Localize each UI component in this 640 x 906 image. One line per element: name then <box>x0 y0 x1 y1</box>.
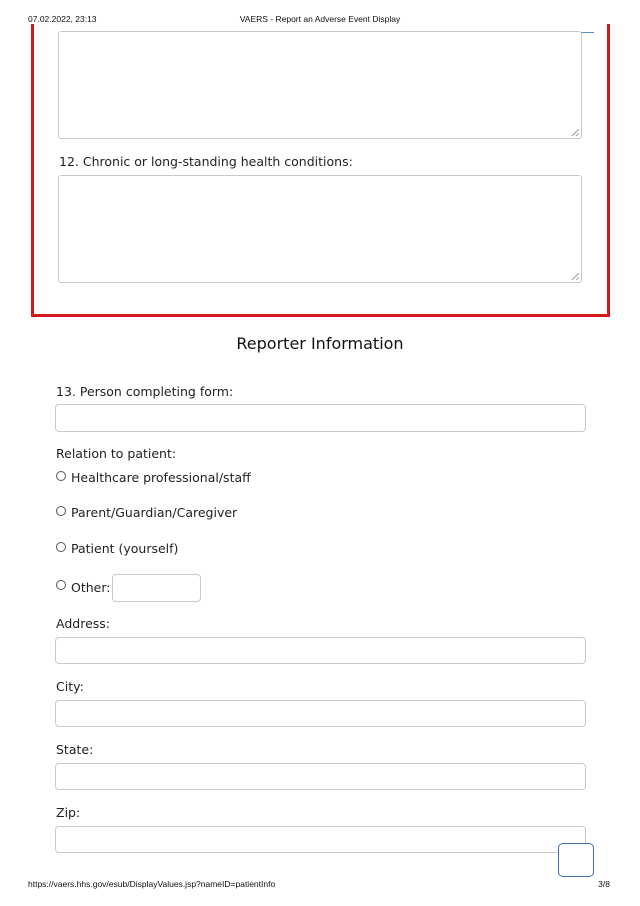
city-label: City: <box>56 679 84 694</box>
radio-healthcare[interactable] <box>56 471 66 481</box>
zip-input[interactable] <box>55 826 586 853</box>
person-completing-input[interactable] <box>55 404 586 432</box>
q12-textarea[interactable] <box>58 175 582 283</box>
city-input[interactable] <box>55 700 586 727</box>
resize-grip-icon[interactable] <box>572 273 579 280</box>
resize-grip-icon[interactable] <box>572 129 579 136</box>
radio-parent-guardian[interactable] <box>56 506 66 516</box>
radio-patient[interactable] <box>56 542 66 552</box>
zip-label: Zip: <box>56 805 81 820</box>
print-page-number: 3/8 <box>598 879 610 889</box>
address-input[interactable] <box>55 637 586 664</box>
q11-textarea[interactable] <box>58 31 582 139</box>
relation-label: Relation to patient: <box>56 446 177 461</box>
print-page-title: VAERS - Report an Adverse Event Display <box>239 14 401 24</box>
print-url: https://vaers.hhs.gov/esub/DisplayValues.jsp?nameID=patientInfo <box>28 879 276 889</box>
radio-parent-guardian-label: Parent/Guardian/Caregiver <box>71 505 238 520</box>
radio-patient-label: Patient (yourself) <box>71 541 179 556</box>
other-relation-input[interactable] <box>112 574 201 602</box>
print-datetime: 07.02.2022, 23:13 <box>28 14 97 24</box>
scroll-top-button[interactable] <box>558 843 594 877</box>
state-label: State: <box>56 742 94 757</box>
reporter-section-title: Reporter Information <box>236 334 404 353</box>
print-footer <box>0 879 640 891</box>
radio-other-label: Other: <box>71 580 111 595</box>
address-label: Address: <box>56 616 110 631</box>
q13-label: 13. Person completing form: <box>56 384 234 399</box>
radio-other[interactable] <box>56 580 66 590</box>
q12-label: 12. Chronic or long-standing health conditions: <box>59 154 353 169</box>
radio-healthcare-label: Healthcare professional/staff <box>71 470 251 485</box>
state-input[interactable] <box>55 763 586 790</box>
